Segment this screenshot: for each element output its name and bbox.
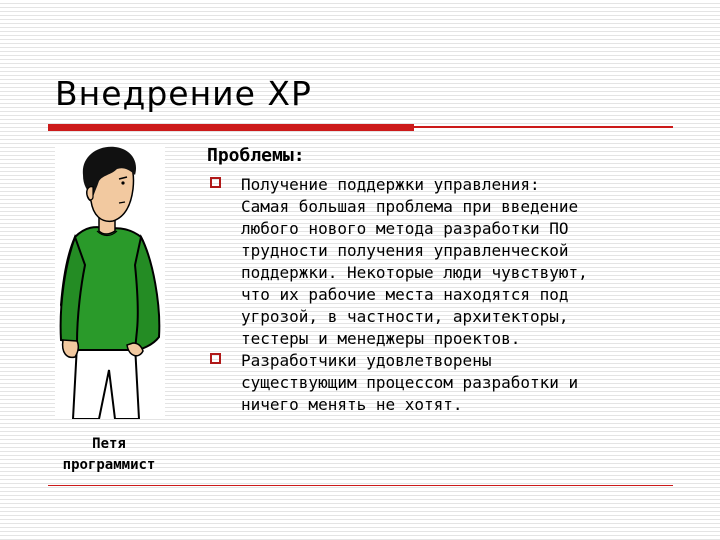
caption-role: программист <box>62 457 156 473</box>
list-item <box>207 350 677 416</box>
figure-caption <box>38 434 180 476</box>
man-figure-icon <box>55 145 165 419</box>
problems-list <box>207 174 677 416</box>
programmer-illustration <box>55 145 165 419</box>
hollow-square-bullet-icon <box>210 177 221 188</box>
problems-heading: Проблемы: <box>207 145 305 166</box>
list-item-text: Получение поддержки управления: Самая большая проблема при введение любого нового метода разработки ПО трудности получения управленческой поддержки. Некоторые люди чувствуют, что их рабочие места находятся под угрозой, в частности, архитекторы, тестеры и менеджеры проектов. <box>241 175 588 348</box>
list-item <box>207 174 677 350</box>
slide-title: Внедрение XP <box>55 74 312 113</box>
caption-name: Петя <box>92 436 126 452</box>
footer-rule <box>48 485 673 486</box>
title-underline-thick <box>48 124 414 131</box>
hollow-square-bullet-icon <box>210 353 221 364</box>
list-item-text: Разработчики удовлетворены существующим процессом разработки и ничего менять не хотят. <box>241 351 579 414</box>
title-underline-thin <box>414 126 673 128</box>
